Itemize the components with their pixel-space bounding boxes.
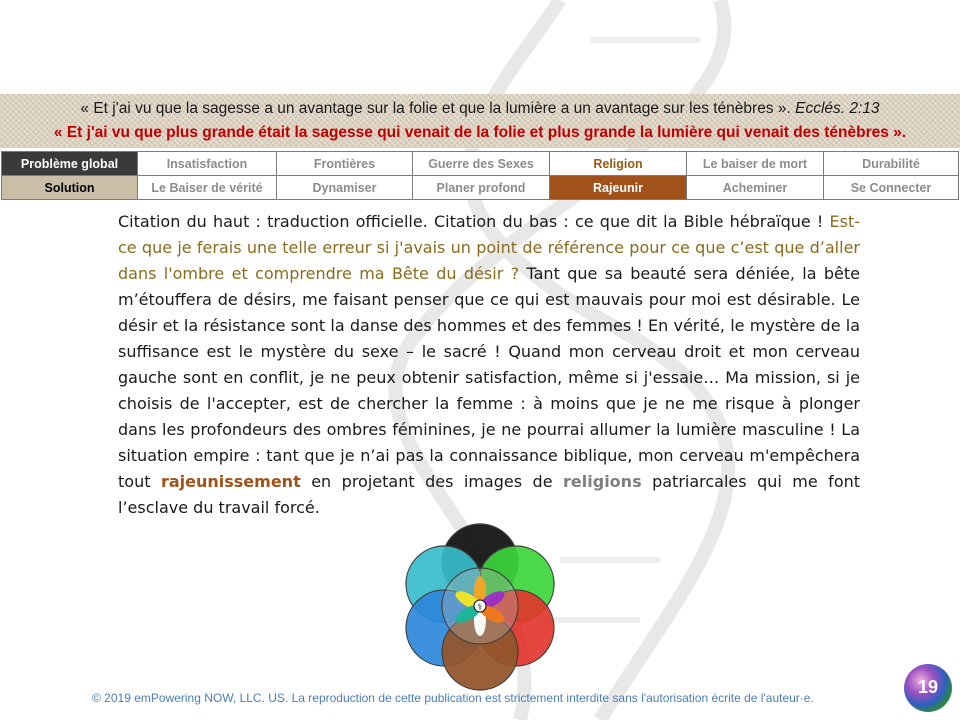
nav-item-frontieres[interactable]: Frontières [277,152,413,176]
hebrew-quote: « Et j'ai vu que plus grande était la sagesse qui venait de la folie et plus grande la lumière qui venait des ténèbres ». [53,124,907,141]
official-quote [0,100,960,118]
body-text-main: Tant que sa beauté sera déniée, la bête m’étouffera de désirs, me faisant penser que ce qui est mauvais pour moi est désirable. Le désir et la résistance sont la danse des hommes et des femmes ! En vérité, le mystère de la suffisance est le mystère du sexe – le sacré ! Quand mon cerveau droit et mon cerveau gauche sont en conflit, je ne peux obtenir satisfaction, même si j'essaie… Ma mission, si je choisis de l'accepter, est de chercher la femme : à moins que je ne me risque à plonger dans les profondeurs des ombres féminines, je ne pourrai allumer la lumière masculine ! La situation empire : tant que je n’ai pas la connaissance biblique, mon cerveau m'empêchera tout [118,264,860,491]
nav-item-rajeunir[interactable]: Rajeunir [550,176,687,200]
nav-item-durabilite[interactable]: Durabilité [824,152,959,176]
nav-item-guerre-des-sexes[interactable]: Guerre des Sexes [413,152,550,176]
seven-circle-flower-icon [400,522,560,694]
body-text-end: patriarcales qui me font l’esclave du travail forcé. [118,472,861,517]
nav-item-acheminer[interactable]: Acheminer [687,176,824,200]
page-number: 19 [917,677,939,697]
nav-item-se-connecter[interactable]: Se Connecter [824,176,959,200]
quote-reference: Ecclés. 2:13 [795,100,880,117]
body-intro: Citation du haut : traduction officielle. Citation du bas : ce que dit la Bible hébraïque ! [118,212,824,231]
nav-item-baiser-de-mort[interactable]: Le baiser de mort [687,152,824,176]
page-number-badge [904,664,952,712]
body-paragraph [118,209,860,521]
navigation-table [1,151,959,200]
official-quote-text: « Et j'ai vu que la sagesse a un avantage sur la folie et que la lumière a un avantage sur les ténèbres ». [80,100,791,117]
nav-item-baiser-de-verite[interactable]: Le Baiser de vérité [138,176,277,200]
nav-row-solutions [2,176,959,200]
copyright-footer: © 2019 emPowering NOW, LLC. US. La reproduction de cette publication est strictement interdite sans l'autorisation écrite de l'auteur·e. [92,691,814,705]
body-question: Est-ce que je ferais une telle erreur si j'avais un point de référence pour ce que c’est que d’aller dans l'ombre et comprendre ma Bête du désir ? [118,212,860,283]
nav-item-dynamiser[interactable]: Dynamiser [277,176,413,200]
nav-header-solution: Solution [2,176,138,200]
nav-header-problem: Problème global [2,152,138,176]
keyword-rajeunissement[interactable]: rajeunissement [160,472,301,491]
keyword-religions[interactable]: religions [563,472,642,491]
body-text-continued: en projetant des images de [311,472,553,491]
svg-text:⚕: ⚕ [477,603,483,613]
nav-item-planer-profond[interactable]: Planer profond [413,176,550,200]
nav-item-religion[interactable]: Religion [550,152,687,176]
nav-row-problems [2,152,959,176]
nav-item-insatisfaction[interactable]: Insatisfaction [138,152,277,176]
